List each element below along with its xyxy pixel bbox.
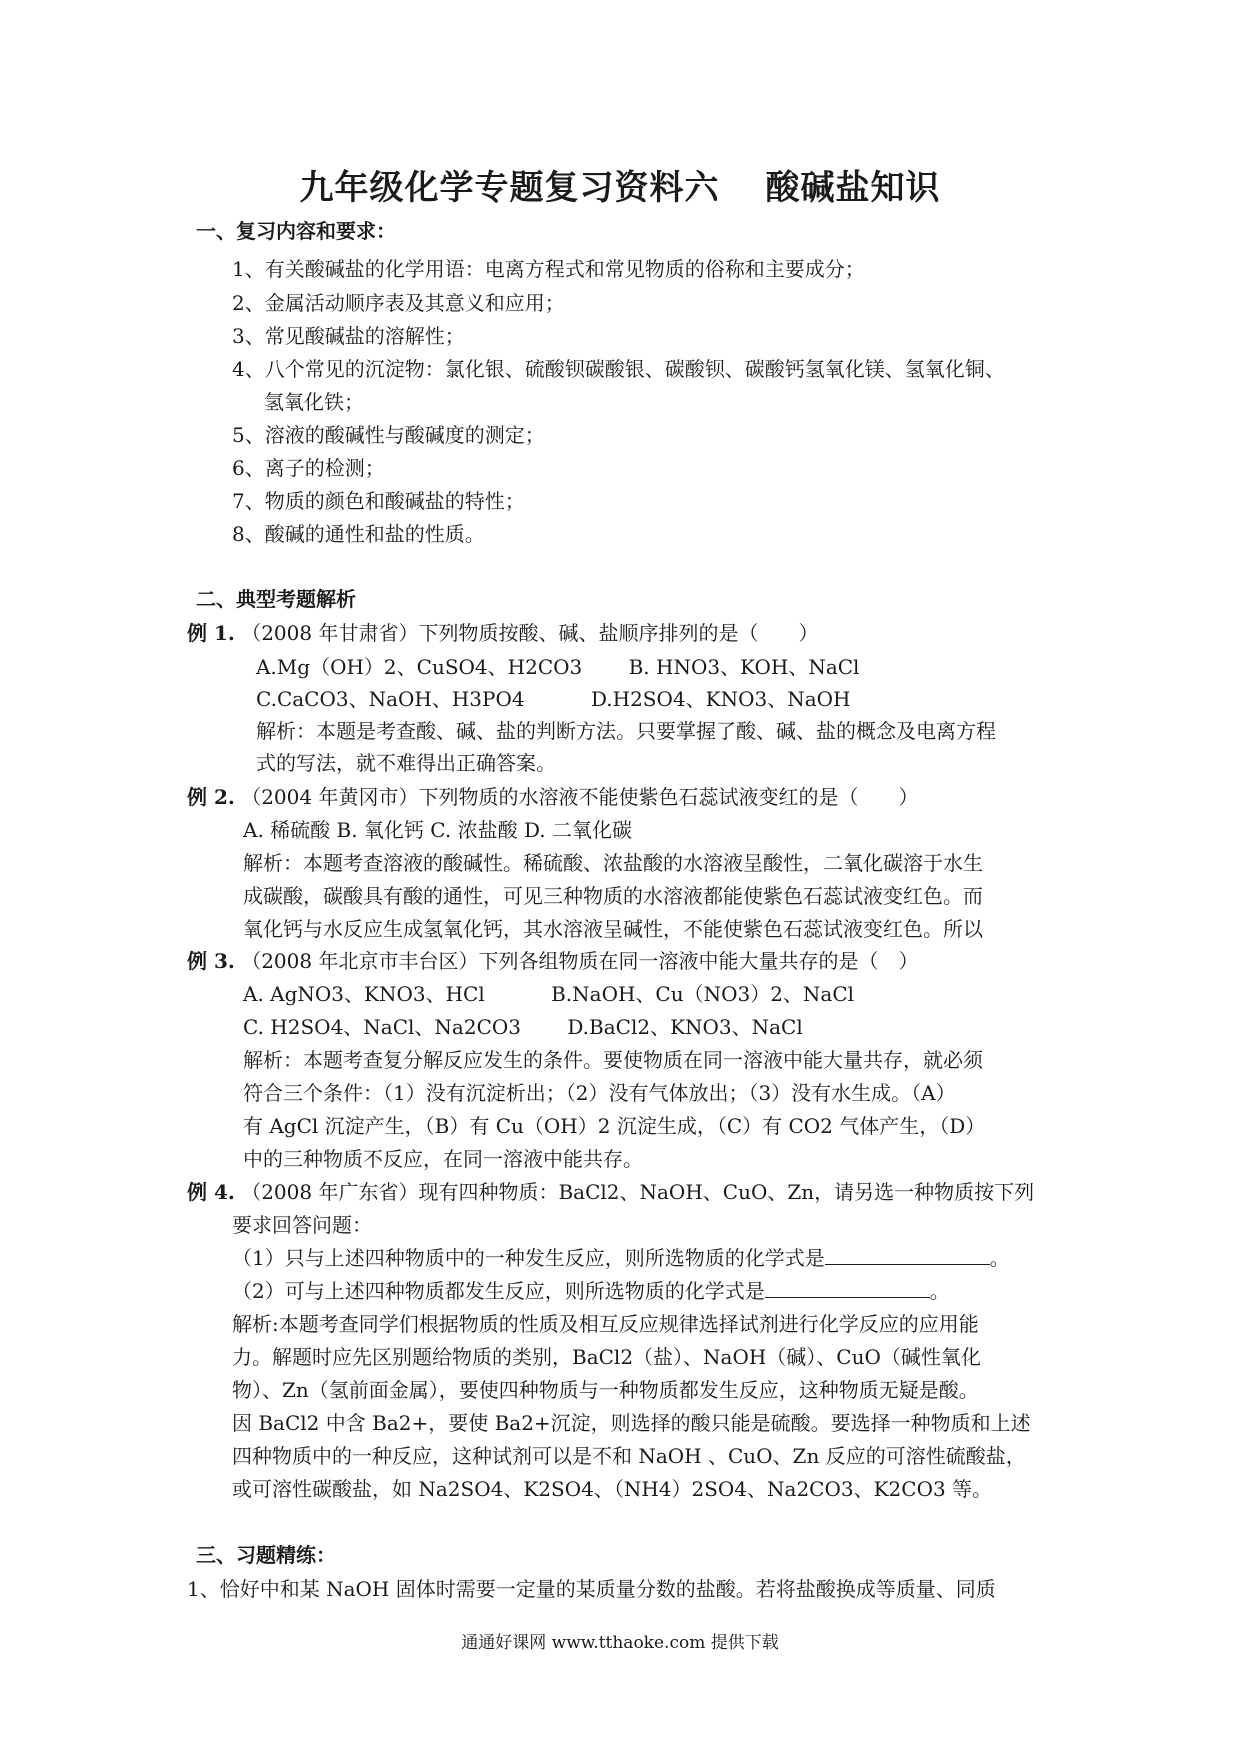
title-main: 九年级化学专题复习资料六 bbox=[299, 168, 720, 208]
section1-item-8: 8、酸碱的通性和盐的性质。 bbox=[232, 522, 485, 546]
section1-heading: 一、复习内容和要求： bbox=[196, 219, 396, 243]
example-3-options-cd: C. H2SO4、NaCl、Na2CO3 D.BaCl2、KNO3、NaCl bbox=[243, 1015, 803, 1039]
section1-item-5: 5、溶液的酸碱性与酸碱度的测定； bbox=[232, 423, 545, 447]
example-1-question: 例 1. （2008 年甘肃省）下列物质按酸、碱、盐顺序排列的是（ ） bbox=[187, 621, 819, 645]
example-4-analysis-cont-3: 因 BaCl2 中含 Ba2+，要使 Ba2+沉淀，则选择的酸只能是硫酸。要选择一种物质和上述 bbox=[232, 1411, 1031, 1435]
example-3-options-ab: A. AgNO3、KNO3、HCl B.NaOH、Cu（NO3）2、NaCl bbox=[243, 982, 855, 1006]
section1-item-3: 3、常见酸碱盐的溶解性； bbox=[232, 324, 465, 348]
example-4-analysis-cont-1: 力。解题时应先区别题给物质的类别，BaCl2（盐）、NaOH（碱）、CuO（碱性氧化 bbox=[232, 1345, 981, 1369]
answer-blank-2[interactable] bbox=[765, 1279, 930, 1298]
section1-item-1: 1、有关酸碱盐的化学用语：电离方程式和常见物质的俗称和主要成分； bbox=[232, 257, 865, 281]
example-2-label: 例 2. bbox=[187, 785, 235, 809]
example-3-analysis: 解析：本题考查复分解反应发生的条件。要使物质在同一溶液中能大量共存，就必须 bbox=[243, 1048, 983, 1072]
title-topic: 酸碱盐知识 bbox=[765, 168, 941, 208]
section1-item-6: 6、离子的检测； bbox=[232, 456, 385, 480]
section1-item-4: 4、八个常见的沉淀物：氯化银、硫酸钡碳酸银、碳酸钡、碳酸钙氢氧化镁、氢氧化铜、 bbox=[232, 357, 1005, 381]
example-1-options-ab: A.Mg（OH）2、CuSO4、H2CO3 B. HNO3、KOH、NaCl bbox=[256, 655, 860, 679]
example-3-question: 例 3. （2008 年北京市丰台区）下列各组物质在同一溶液中能大量共存的是（ ） bbox=[187, 949, 919, 973]
example-3-analysis-cont-1: 符合三个条件：（1）没有沉淀析出；（2）没有气体放出；（3）没有水生成。（A） bbox=[243, 1081, 956, 1105]
example-2-question: 例 2. （2004 年黄冈市）下列物质的水溶液不能使紫色石蕊试液变红的是（ ） bbox=[187, 785, 919, 809]
example-3-label: 例 3. bbox=[187, 949, 235, 973]
example-4-label: 例 4. bbox=[187, 1180, 235, 1204]
example-2-analysis-cont-2: 氧化钙与水反应生成氢氧化钙，其水溶液呈碱性，不能使紫色石蕊试液变红色。所以 bbox=[243, 917, 983, 941]
example-2-options: A. 稀硫酸 B. 氧化钙 C. 浓盐酸 D. 二氧化碳 bbox=[243, 818, 632, 842]
exercise-1: 1、恰好中和某 NaOH 固体时需要一定量的某质量分数的盐酸。若将盐酸换成等质量、同质 bbox=[187, 1577, 996, 1601]
example-1-options-cd: C.CaCO3、NaOH、H3PO4 D.H2SO4、KNO3、NaOH bbox=[256, 687, 851, 711]
example-2-analysis-cont-1: 成碳酸，碳酸具有酸的通性，可见三种物质的水溶液都能使紫色石蕊试液变红色。而 bbox=[243, 884, 983, 908]
example-3-analysis-cont-3: 中的三种物质不反应，在同一溶液中能共存。 bbox=[243, 1147, 643, 1171]
example-1-label: 例 1. bbox=[187, 621, 235, 645]
example-3-analysis-cont-2: 有 AgCl 沉淀产生，（B）有 Cu（OH）2 沉淀生成，（C）有 CO2 气体产生，（D） bbox=[243, 1114, 986, 1138]
section1-item-7: 7、物质的颜色和酸碱盐的特性； bbox=[232, 489, 525, 513]
section1-item-4-cont: 氢氧化铁； bbox=[264, 390, 364, 414]
example-1-analysis-cont: 式的写法，就不难得出正确答案。 bbox=[256, 751, 556, 775]
example-4-sub-1: （1）只与上述四种物质中的一种发生反应，则所选物质的化学式是 。 bbox=[232, 1246, 1010, 1270]
section2-heading: 二、典型考题解析 bbox=[196, 587, 356, 611]
example-4-analysis-cont-4: 四种物质中的一种反应，这种试剂可以是不和 NaOH 、CuO、Zn 反应的可溶性硫酸盐， bbox=[232, 1444, 1026, 1468]
example-2-analysis: 解析：本题考查溶液的酸碱性。稀硫酸、浓盐酸的水溶液呈酸性，二氧化碳溶于水生 bbox=[243, 851, 983, 875]
page-footer: 通通好课网 www.tthaoke.com 提供下载 bbox=[461, 1633, 779, 1653]
section3-heading: 三、习题精练： bbox=[196, 1543, 336, 1567]
section1-item-2: 2、金属活动顺序表及其意义和应用； bbox=[232, 291, 565, 315]
example-4-analysis-cont-5: 或可溶性碳酸盐，如 Na2SO4、K2SO4、（NH4）2SO4、Na2CO3、K2CO3 等。 bbox=[232, 1477, 993, 1501]
example-4-analysis-cont-2: 物）、Zn（氢前面金属），要使四种物质与一种物质都发生反应，这种物质无疑是酸。 bbox=[232, 1378, 979, 1402]
example-4-analysis: 解析:本题考查同学们根据物质的性质及相互反应规律选择试剂进行化学反应的应用能 bbox=[232, 1312, 979, 1336]
example-1-analysis: 解析：本题是考查酸、碱、盐的判断方法。只要掌握了酸、碱、盐的概念及电离方程 bbox=[256, 719, 996, 743]
page-title bbox=[0, 160, 1240, 209]
example-4-question-cont: 要求回答问题： bbox=[232, 1213, 372, 1237]
answer-blank-1[interactable] bbox=[825, 1246, 990, 1265]
example-4-sub-2: （2）可与上述四种物质都发生反应，则所选物质的化学式是 。 bbox=[232, 1279, 950, 1303]
example-4-question: 例 4. （2008 年广东省）现有四种物质：BaCl2、NaOH、CuO、Zn，请另选一种物质按下列 bbox=[187, 1180, 1035, 1204]
